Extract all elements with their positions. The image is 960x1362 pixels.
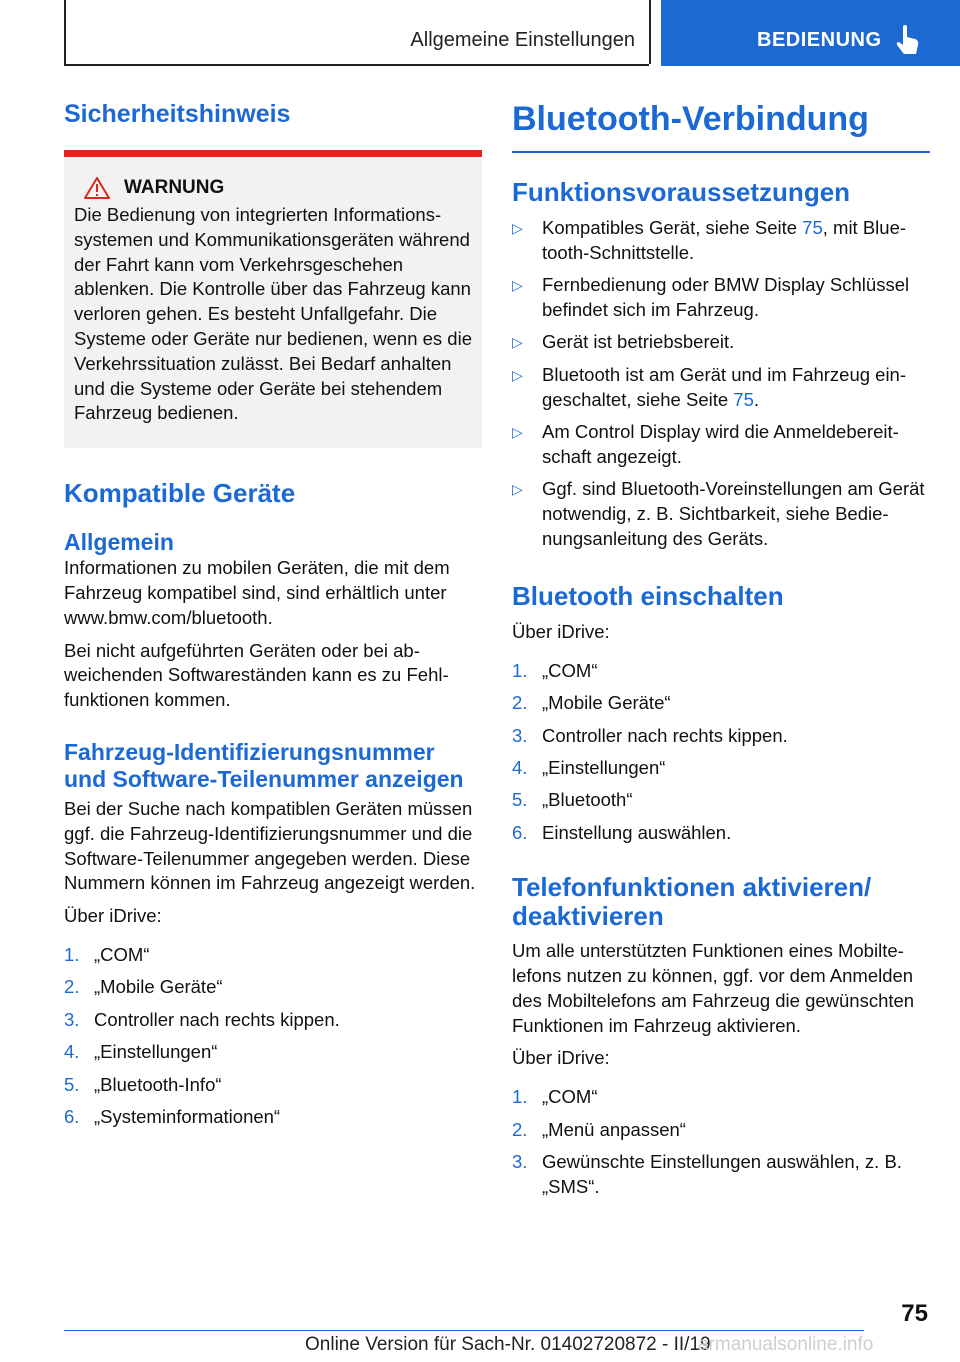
requirements-heading: Funktionsvoraussetzungen [512, 177, 851, 207]
header-section-box [64, 0, 651, 64]
page-link[interactable]: 75 [802, 217, 823, 238]
bt-on-steps-list [512, 659, 930, 846]
section-title: Allgemeine Einstellungen [410, 29, 635, 51]
list-item: ▷ Ggf. sind Bluetooth-Voreinstellungen am Gerät notwendig, z. B. Sichtbarkeit, siehe Bedienungsanleitung des Geräts. [512, 478, 925, 549]
warning-header [74, 177, 472, 199]
list-item: 3. Gewünschte Einstellungen auswählen, z. B. „SMS“. [512, 1151, 902, 1197]
warning-text: Die Bedienung von integrierten Informationssystemen und Kommunikationsgeräten während der Fahrt kann vom Verkehrsgeschehen ablenken. Die Kontrolle über das Fahrzeug kann verloren gehen. Es besteht Unfallgefahr. Die Systeme oder Geräte nur bedienen, wenn es die Verkehrssituation zulässt. Bei Bedarf anhalten und die Systeme oder Geräte bei stehendem Fahrzeug bedienen. [74, 204, 472, 424]
list-item: 1. „COM“ [512, 1086, 598, 1108]
list-item: ▷ Am Control Display wird die Anmeldebereitschaft angezeigt. [512, 420, 899, 467]
warning-rule [64, 150, 482, 157]
vin-heading: Fahrzeug-Identifizierungsnummer und Software-Teilenummer anzeigen [64, 738, 464, 792]
list-item: 4. „Einstellungen“ [64, 1041, 218, 1063]
page-link[interactable]: 75 [733, 388, 754, 410]
general-heading: Allgemein [64, 529, 174, 556]
left-column [64, 100, 482, 1137]
chapter-tab-label: BEDIENUNG [757, 29, 882, 51]
list-item: 3. Controller nach rechts kippen. [512, 724, 788, 746]
vin-steps-list [64, 943, 482, 1130]
list-item: 2. „Mobile Geräte“ [64, 976, 223, 998]
list-item: ▷ Kompatibles Gerät, siehe Seite 75, mit Bluetooth-Schnittstelle. [512, 217, 907, 263]
right-column [512, 100, 930, 1207]
list-item: 1. „COM“ [64, 943, 150, 965]
general-paragraph-1: Informationen zu mobilen Geräten, die mit dem Fahrzeug kompatibel sind, sind erhältlich unter www.bmw.com/bluetooth. [64, 557, 450, 628]
chapter-tab[interactable] [661, 0, 960, 66]
list-item: 2. „Menü anpassen“ [512, 1118, 686, 1140]
list-item: 4. „Einstellungen“ [512, 757, 666, 779]
phone-paragraph: Um alle unterstützten Funktionen eines Mobiltelefons nutzen zu können, ggf. vor dem Anmelden des Mobiltelefons am Fahrzeug die gewünschten Funktionen im Fahrzeug aktivieren. [512, 940, 915, 1036]
list-item: 6. „Systeminformationen“ [64, 1105, 281, 1127]
vin-via: Über iDrive: [64, 905, 162, 927]
list-item: ▷ Gerät ist betriebsbereit. [512, 331, 735, 353]
list-item: ▷ Bluetooth ist am Gerät und im Fahrzeug eingeschaltet, siehe Seite 75. [512, 363, 907, 410]
page-number: 75 [901, 1300, 928, 1327]
watermark: armanualsonline.info [698, 1334, 874, 1355]
footer-online-version: Online Version für Sach-Nr. 01402720872 - II/19 [305, 1334, 711, 1355]
list-item: 1. „COM“ [512, 659, 598, 681]
phone-via: Über iDrive: [512, 1047, 610, 1069]
safety-heading: Sicherheitshinweis [64, 100, 291, 128]
main-heading: Bluetooth-Verbindung [512, 100, 869, 138]
list-item: ▷ Fernbedienung oder BMW Display Schlüssel befindet sich im Fahrzeug. [512, 274, 910, 320]
requirements-list [512, 216, 930, 552]
general-paragraph-2: Bei nicht aufgeführten Geräten oder bei abweichenden Softwareständen kann es zu Fehlfunktionen kommen. [64, 639, 449, 711]
warning-triangle-icon [84, 177, 110, 199]
list-item: 5. „Bluetooth-Info“ [64, 1073, 222, 1095]
vin-paragraph: Bei der Suche nach kompatiblen Geräten müssen ggf. die Fahrzeug-Identifizierungsnummer und die Software-Teilenummer angegeben werden. Diese Nummern können im Fahrzeug angezeigt werden. [64, 797, 476, 894]
list-item: 3. Controller nach rechts kippen. [64, 1008, 340, 1030]
warning-label: WARNUNG [124, 177, 225, 198]
footer-rule [64, 1330, 864, 1331]
compat-heading: Kompatible Geräte [64, 478, 296, 509]
list-item: 2. „Mobile Geräte“ [512, 692, 671, 714]
list-item: 6. Einstellung auswählen. [512, 821, 732, 843]
phone-steps-list [512, 1085, 930, 1199]
header-rule [64, 64, 649, 66]
list-item: 5. „Bluetooth“ [512, 789, 633, 811]
phone-functions-heading: Telefonfunktionen aktivieren/ deaktivieren [512, 872, 872, 932]
bt-on-via: Über iDrive: [512, 621, 610, 643]
bt-on-heading: Bluetooth einschalten [512, 581, 784, 612]
warning-box [64, 157, 482, 448]
hand-pointer-icon [895, 24, 921, 56]
